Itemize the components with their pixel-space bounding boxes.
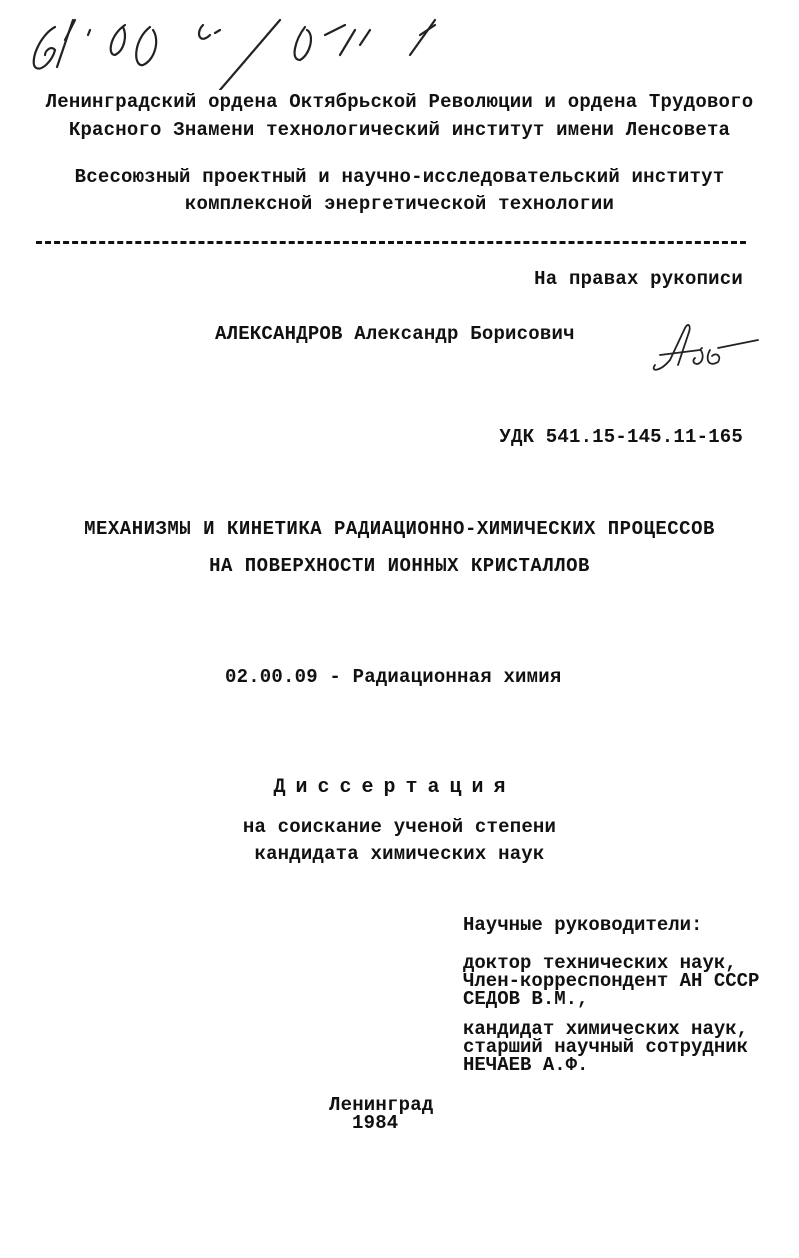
handwritten-archive-number: [15, 5, 455, 90]
dissertation-heading: Диссертация: [273, 776, 516, 799]
specialty-code: 02.00.09 - Радиационная химия: [225, 666, 562, 688]
manuscript-rights-note: На правах рукописи: [534, 268, 743, 290]
advisor-2-name: НЕЧАЕВ А.Ф.: [463, 1054, 589, 1076]
thesis-title-line-1: МЕХАНИЗМЫ И КИНЕТИКА РАДИАЦИОННО-ХИМИЧЕСКИХ ПРОЦЕССОВ: [84, 518, 715, 540]
author-name: АЛЕКСАНДРОВ Александр Борисович: [215, 323, 575, 345]
advisor-2-degree: кандидат химических наук,: [463, 1018, 749, 1040]
thesis-title-line-2: НА ПОВЕРХНОСТИ ИОННЫХ КРИСТАЛЛОВ: [209, 555, 590, 577]
advisor-2-title: старший научный сотрудник: [463, 1036, 749, 1058]
advisors-label: Научные руководители:: [463, 914, 703, 936]
advisor-1-name: СЕДОВ В.М.,: [463, 988, 589, 1010]
institute-2-line-1: Всесоюзный проектный и научно-исследовательский институт: [74, 166, 725, 188]
udc-code: УДК 541.15-145.11-165: [499, 426, 743, 448]
author-signature: [640, 320, 770, 375]
year: 1984: [352, 1112, 399, 1134]
city: Ленинград: [329, 1094, 434, 1116]
advisor-1-degree: доктор технических наук,: [463, 952, 737, 974]
institute-1-line-2: Красного Знамени технологический институт имени Ленсовета: [68, 119, 731, 141]
degree-line-2: кандидата химических наук: [254, 843, 545, 865]
separator-dashed-line: [36, 241, 746, 244]
advisor-1-title: Член-корреспондент АН СССР: [463, 970, 760, 992]
institute-2-line-2: комплексной энергетической технологии: [184, 193, 615, 215]
degree-line-1: на соискание ученой степени: [242, 816, 557, 838]
institute-1-line-1: Ленинградский ордена Октябрьской Революции и ордена Трудового: [45, 91, 754, 113]
